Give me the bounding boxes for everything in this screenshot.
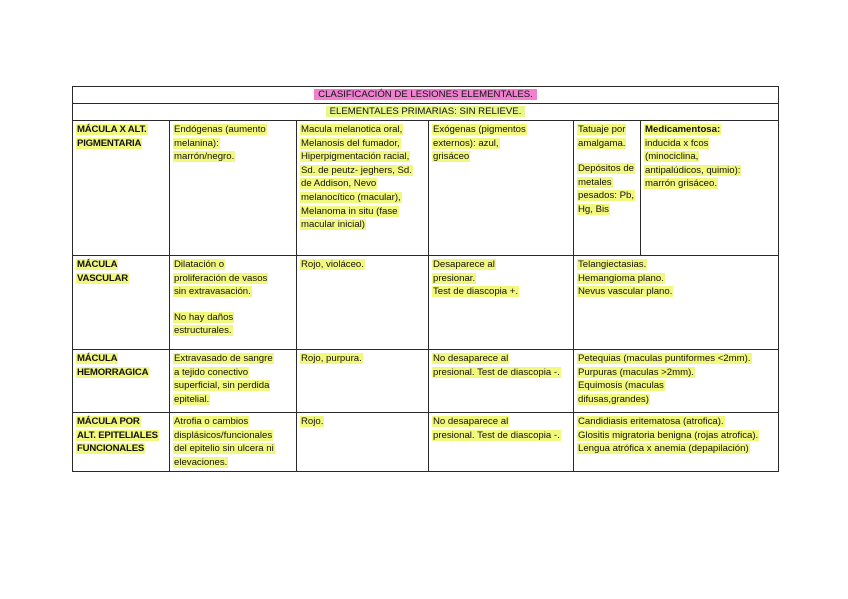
cell-line: a tejido conectivo bbox=[174, 366, 249, 378]
cell-line: Hiperpigmentación racial, bbox=[301, 151, 410, 163]
cell-causa bbox=[170, 256, 297, 350]
cell-line: Tatuaje por bbox=[578, 124, 626, 135]
cell-line: externos): azul, bbox=[433, 137, 499, 149]
cell-line: melanocítico (macular), bbox=[301, 191, 401, 203]
cell-line: Hg, Bis bbox=[578, 203, 609, 215]
cell-ejemplos bbox=[574, 350, 779, 413]
cell-line: Atrofia o cambios bbox=[174, 416, 249, 427]
row-header-line: MÁCULA bbox=[77, 259, 118, 270]
cell-line: superficial, sin perdida bbox=[174, 380, 270, 392]
cell-line: Dilatación o bbox=[174, 259, 225, 270]
row-header-epiteliales bbox=[73, 413, 170, 472]
cell-line: epitelial. bbox=[174, 393, 210, 405]
cell-line: marrón/negro. bbox=[174, 151, 235, 163]
cell-line: metales bbox=[578, 176, 612, 188]
table-subtitle-cell bbox=[73, 104, 779, 121]
cell-line: Rojo. bbox=[301, 416, 324, 427]
row-header-pigmentaria bbox=[73, 121, 170, 256]
cell-line: marrón grisáceo. bbox=[645, 178, 717, 190]
cell-line: No hay daños bbox=[174, 311, 234, 323]
cell-line: Petequias (maculas puntiformes <2mm). bbox=[578, 353, 751, 364]
cell-line: presional. Test de diascopia -. bbox=[433, 429, 560, 441]
cell-line: Desaparece al bbox=[433, 259, 495, 270]
cell-exogenas bbox=[429, 121, 574, 256]
table-title-cell bbox=[73, 87, 779, 104]
cell-line: de Addison, Nevo bbox=[301, 178, 377, 190]
cell-color bbox=[297, 256, 429, 350]
cell-line: Macula melanotica oral, bbox=[301, 124, 403, 135]
cell-color bbox=[297, 350, 429, 413]
cell-diascopia bbox=[429, 350, 574, 413]
row-header-line: MÁCULA X ALT. bbox=[77, 124, 147, 135]
cell-line: Rojo, purpura. bbox=[301, 353, 362, 364]
cell-ejemplos bbox=[574, 256, 779, 350]
cell-line: proliferación de vasos bbox=[174, 272, 268, 284]
cell-line: Nevus vascular plano. bbox=[578, 286, 673, 298]
row-header-line: MÁCULA bbox=[77, 353, 118, 364]
cell-line: amalgama. bbox=[578, 137, 626, 149]
row-header-line: VASCULAR bbox=[77, 272, 128, 284]
cell-line: pesados: Pb, bbox=[578, 190, 635, 202]
cell-line: Telangiectasias. bbox=[578, 259, 647, 270]
cell-line: Equimosis (maculas bbox=[578, 380, 664, 392]
table-subtitle: ELEMENTALES PRIMARIAS: SIN RELIEVE. bbox=[326, 106, 526, 117]
cell-ejemplos bbox=[574, 413, 779, 472]
table-row bbox=[73, 350, 779, 413]
cell-line: displásicos/funcionales bbox=[174, 429, 273, 441]
cell-line: macular inicial) bbox=[301, 219, 365, 231]
cell-line: Lengua atrófica x anemia (depapilación) bbox=[578, 443, 749, 455]
cell-line: Test de diascopia +. bbox=[433, 286, 519, 298]
spacer bbox=[173, 299, 293, 311]
cell-line: No desaparece al bbox=[433, 353, 509, 364]
table-row bbox=[73, 256, 779, 350]
row-header-line: MÁCULA POR bbox=[77, 416, 140, 427]
row-header-line: ALT. EPITELIALES bbox=[77, 429, 158, 441]
cell-line: Medicamentosa: bbox=[645, 124, 721, 135]
table-title: CLASIFICACIÓN DE LESIONES ELEMENTALES. bbox=[314, 89, 537, 100]
row-header-line: HEMORRAGICA bbox=[77, 366, 149, 378]
cell-line: presionar. bbox=[433, 272, 476, 284]
cell-line: Sd. de peutz- jeghers, Sd. bbox=[301, 164, 412, 176]
row-header-vascular bbox=[73, 256, 170, 350]
cell-line: difusas,grandes) bbox=[578, 393, 649, 405]
cell-line: antipalúdicos, quimio): bbox=[645, 164, 741, 176]
cell-line: sin extravasación. bbox=[174, 286, 251, 298]
cell-diascopia bbox=[429, 256, 574, 350]
cell-line: Depósitos de bbox=[578, 163, 634, 175]
cell-line: melanina): bbox=[174, 137, 219, 149]
cell-line: grisáceo bbox=[433, 151, 470, 163]
row-header-line: PIGMENTARIA bbox=[77, 137, 142, 149]
cell-causa bbox=[170, 350, 297, 413]
cell-line: estructurales. bbox=[174, 325, 232, 337]
cell-causa bbox=[170, 121, 297, 256]
row-header-hemorragica bbox=[73, 350, 170, 413]
cell-line: Glositis migratoria benigna (rojas atrofica). bbox=[578, 429, 759, 441]
lesions-classification-table bbox=[72, 86, 779, 472]
cell-medicamentosa bbox=[641, 121, 779, 256]
cell-line: Hemangioma plano. bbox=[578, 272, 664, 284]
cell-color bbox=[297, 413, 429, 472]
cell-line: Candidiasis eritematosa (atrofica). bbox=[578, 416, 724, 427]
cell-line: (minociclina, bbox=[645, 151, 699, 163]
row-header-line: FUNCIONALES bbox=[77, 443, 145, 455]
cell-line: Melanosis del fumador, bbox=[301, 137, 400, 149]
cell-line: Extravasado de sangre bbox=[174, 353, 273, 364]
cell-line: inducida x fcos bbox=[645, 137, 709, 149]
cell-diascopia bbox=[429, 413, 574, 472]
cell-line: elevaciones. bbox=[174, 456, 228, 468]
cell-tatuaje bbox=[574, 121, 641, 256]
table-row bbox=[73, 413, 779, 472]
cell-line: del epitelio sin ulcera ni bbox=[174, 443, 274, 455]
cell-line: presional. Test de diascopia -. bbox=[433, 366, 560, 378]
cell-causa bbox=[170, 413, 297, 472]
cell-line: Endógenas (aumento bbox=[174, 124, 266, 135]
spacer bbox=[577, 150, 637, 162]
cell-line: No desaparece al bbox=[433, 416, 509, 427]
cell-line: Exógenas (pigmentos bbox=[433, 124, 526, 135]
cell-line: Melanoma in situ (fase bbox=[301, 205, 398, 217]
cell-ejemplos bbox=[297, 121, 429, 256]
cell-line: Purpuras (maculas >2mm). bbox=[578, 366, 694, 378]
table-row bbox=[73, 121, 779, 256]
cell-line: Rojo, violáceo. bbox=[301, 259, 364, 270]
